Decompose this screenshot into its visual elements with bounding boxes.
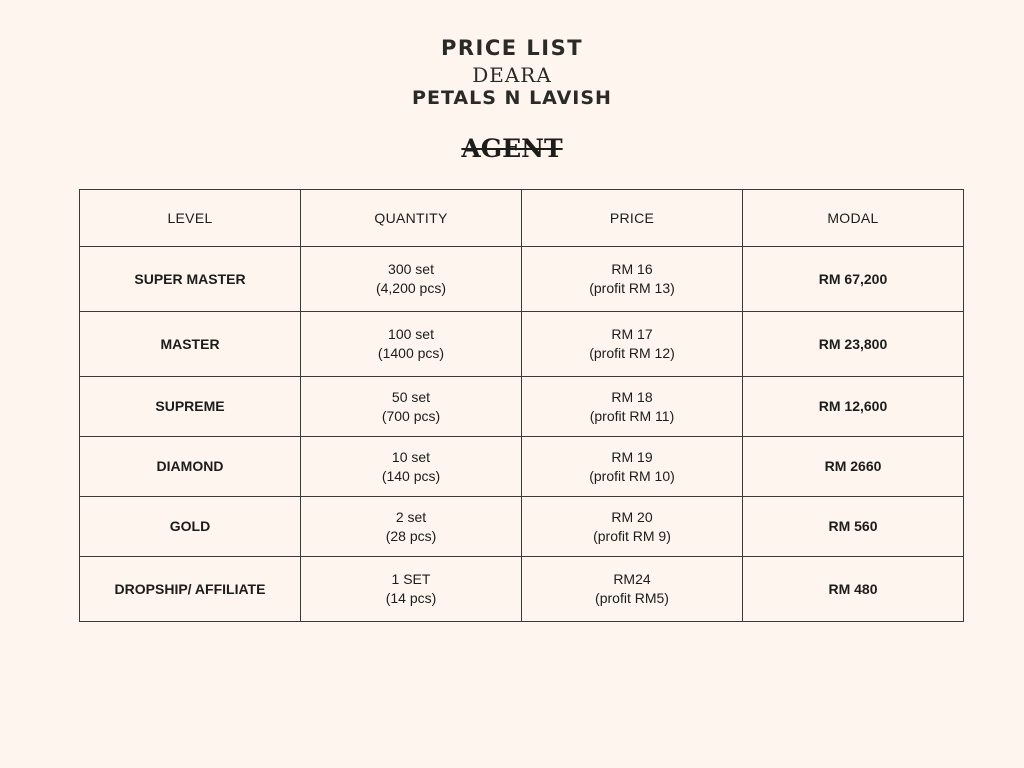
column-header-level: LEVEL	[80, 190, 301, 247]
price-cell	[522, 312, 743, 377]
quantity-cell	[301, 437, 522, 497]
price-cell	[522, 247, 743, 312]
page-subtitle: PETALS N LAVISH	[412, 87, 612, 109]
page-title: PRICE LIST	[440, 36, 584, 60]
quantity-sets: 10 set	[391, 448, 431, 465]
price-table	[79, 189, 964, 622]
quantity-cell	[301, 557, 522, 622]
quantity-cell	[301, 377, 522, 437]
table-row	[80, 247, 964, 312]
level-cell: MASTER	[80, 312, 301, 377]
quantity-sets: 2 set	[395, 508, 427, 525]
level-cell: DROPSHIP/ AFFILIATE	[80, 557, 301, 622]
quantity-pieces: (28 pcs)	[385, 527, 437, 544]
modal-cell: RM 480	[743, 557, 964, 622]
level-cell: SUPER MASTER	[80, 247, 301, 312]
price-value: RM 19	[611, 448, 653, 465]
quantity-pieces: (4,200 pcs)	[375, 280, 447, 296]
profit-value: (profit RM 12)	[589, 345, 675, 361]
quantity-pieces: (1400 pcs)	[377, 345, 445, 361]
profit-value: (profit RM 10)	[589, 467, 675, 484]
quantity-sets: 1 SET	[391, 571, 431, 587]
modal-cell: RM 2660	[743, 437, 964, 497]
column-header-modal: MODAL	[743, 190, 964, 247]
price-value: RM 20	[611, 508, 653, 525]
column-header-price: PRICE	[522, 190, 743, 247]
price-cell	[522, 497, 743, 557]
quantity-cell	[301, 497, 522, 557]
price-value: RM 17	[611, 326, 653, 342]
quantity-cell	[301, 312, 522, 377]
price-value: RM 16	[611, 261, 653, 277]
table-row	[80, 312, 964, 377]
brand-name: DEARA	[472, 63, 552, 87]
price-value: RM 18	[611, 388, 653, 405]
table-row	[80, 437, 964, 497]
table-row	[80, 377, 964, 437]
price-cell	[522, 557, 743, 622]
quantity-pieces: (14 pcs)	[385, 590, 437, 606]
price-cell	[522, 377, 743, 437]
profit-value: (profit RM 9)	[593, 527, 671, 544]
profit-value: (profit RM5)	[595, 590, 669, 606]
quantity-pieces: (700 pcs)	[381, 407, 441, 424]
quantity-pieces: (140 pcs)	[381, 467, 441, 484]
quantity-sets: 300 set	[388, 261, 434, 277]
price-value: RM24	[613, 571, 651, 587]
quantity-sets: 50 set	[391, 388, 431, 405]
modal-cell: RM 560	[743, 497, 964, 557]
level-cell: GOLD	[80, 497, 301, 557]
section-heading-agent: AGENT	[461, 134, 563, 163]
quantity-sets: 100 set	[388, 326, 434, 342]
modal-cell: RM 12,600	[743, 377, 964, 437]
modal-cell: RM 23,800	[743, 312, 964, 377]
table-row	[80, 497, 964, 557]
table-header-row	[80, 190, 964, 247]
profit-value: (profit RM 11)	[589, 407, 675, 424]
column-header-quantity: QUANTITY	[301, 190, 522, 247]
level-cell: DIAMOND	[80, 437, 301, 497]
price-cell	[522, 437, 743, 497]
level-cell: SUPREME	[80, 377, 301, 437]
modal-cell: RM 67,200	[743, 247, 964, 312]
table-row	[80, 557, 964, 622]
profit-value: (profit RM 13)	[589, 280, 675, 296]
quantity-cell	[301, 247, 522, 312]
